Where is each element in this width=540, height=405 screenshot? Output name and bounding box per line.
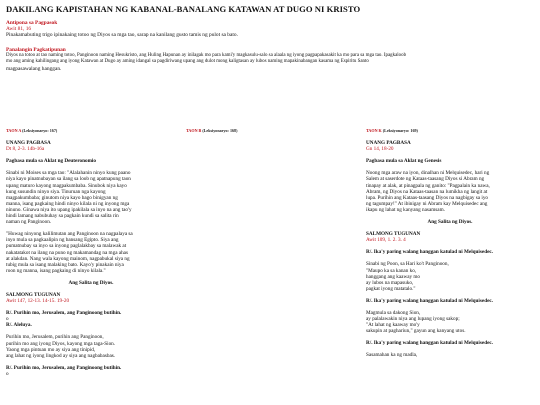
column-taon-b — [186, 128, 356, 134]
psalm-stanza-line: "At lahat ng kaaway mo'y — [366, 322, 420, 329]
psalm-response: R/. Ika'y paring walang hanggan katulad ni Melquisedec. — [366, 297, 493, 304]
salmong-tugunan-heading: SALMONG TUGUNAN — [6, 291, 61, 298]
antipona-text: Pinakamabuting trigo ipinakaing totoo ng Diyos sa mga tao, sarap na kanilang gusto tamis ng pulot sa bato. — [6, 32, 238, 39]
unang-pagbasa-heading: UNANG PAGBASA — [366, 140, 411, 147]
reading-line: nakatatakot na ilang na puno ng makamandag na mga ahas — [6, 249, 129, 256]
panalangin-line: mo ang aming kahilingang ang iyong Katawan at Dugo ay aming idangal sa pagdiriwang upang ang dulot mong kaligtasan ay lubos naming mapakinabangan kasama ng Espiritu Santo — [6, 59, 369, 65]
psalm-response: R/. Purihin mo, Jerusalem, ang Panginoong butihin. — [6, 310, 122, 317]
taon-k-name: TAON K — [366, 128, 382, 133]
reading-line: tinapay at alak, at pinagpala ng ganito: "Pagpalain ka nawa, — [366, 182, 490, 189]
reading-line: ninuno. Ginawa niya ito upang ipakilala sa inyo na ang tao'y — [6, 206, 132, 213]
reading-line: Salem at saserdote ng Kataas-taasang Diyos si Abram ng — [366, 176, 485, 183]
reading-closing: Ang Salita ng Diyos. — [68, 279, 114, 286]
panalangin-line: Diyos na totoo at tao naming totoo, Panginoon naming Hesukristo, ang Huling Hapunan ay inilagak mo para kami'y magkasulu-salo sa alaala ng iyong pagpapakasakit ka mo para sa mga tao. Ipagkaloob — [6, 53, 407, 59]
reading-line: naman ng Panginoon. — [6, 219, 52, 226]
reading-line: lupa. Purihin ang Kataas-taasang Diyos na nagbigay sa iyo — [366, 194, 489, 201]
reading-line: niya kayo pinatnubayan sa ilang sa loob ng apatnapung taon — [6, 176, 131, 183]
reading-line: Abram, ng Diyos na Kataas-taasan na lumikha ng langit at — [366, 188, 488, 195]
salmong-tugunan-ref: Awit 109, 1. 2. 3. 4 — [366, 237, 406, 244]
unang-pagbasa-ref: Dt 8, 2-3. 14b-16a — [6, 146, 45, 153]
psalm-stanza-line: Sinabi ng Poon, sa Hari ko't Panginoon, — [366, 261, 449, 268]
taon-a-name: TAON A — [6, 128, 22, 133]
reading-line: hindi lamang nabubuhay sa pagkain kundi sa salita rin — [6, 213, 119, 220]
unang-pagbasa-heading: UNANG PAGBASA — [6, 140, 51, 147]
psalm-response: R/. Purihin mo, Jerusalem, ang Panginoong butihin. — [6, 364, 122, 371]
psalm-stanza-line: ang lahat ng iyong lingkod ay siya ang nagbabasbas. — [6, 352, 116, 359]
reading-line: ng tagumpay!" At ibinigay ni Abram kay Melquisedec ang — [366, 200, 488, 207]
reading-line: manna, isang pagkaing hindi ninyo kilala ni ng inyong mga — [6, 200, 130, 207]
reading-closing: Ang Salita ng Diyos. — [427, 219, 473, 226]
psalm-or: o — [6, 316, 9, 323]
column-taon-k — [366, 128, 534, 359]
reading-line: inyo mula sa pagkaalipin ng bansang Egipto. Siya ang — [6, 237, 119, 244]
psalm-stanza-line: sakupin at paghariun," gayun ang kanyang utos. — [366, 328, 466, 335]
taon-k-leksiyonaryo: (Leksiyonaryo: 169) — [382, 128, 418, 133]
psalm-stanza-line: "Maupo ka sa kanan ko, — [366, 267, 417, 274]
panalangin-heading: Panalangin Pagkatipunan — [6, 47, 66, 53]
psalm-response: R/. Ika'y paring walang hanggan katulad ni Melquisedec. — [366, 249, 493, 256]
unang-pagbasa-ref: Gn 14, 18-20 — [366, 146, 394, 153]
psalm-alt-response: R/. Aleluya. — [6, 322, 32, 329]
psalm-stanza-line: hanggang ang kaaway mo — [366, 273, 421, 280]
psalm-stanza-line: Magmula sa dakong Sion, — [366, 309, 421, 316]
psalm-or: o — [6, 370, 9, 377]
reading-line: "Huwag ninyong kalilimutan ang Panginoon na nagpalaya sa — [6, 231, 133, 238]
reading-line: pumatnubay sa inyo sa inyong paglalakbay sa malawak at — [6, 243, 127, 250]
antipona-section — [6, 20, 238, 39]
taon-b-leksiyonaryo: (Leksiyonaryo: 168) — [202, 128, 238, 133]
reading-line: upang maturo kayong magpakumbaba. Sinubok niya kayo — [6, 182, 127, 189]
column-taon-a — [6, 128, 176, 377]
reading-line: magpakumbaba; ginutom niya kayo bago binigyan ng — [6, 194, 118, 201]
psalm-stanza-line: Yaong mga pintuan mo ay siya ang tinipid, — [6, 346, 96, 353]
reading-title: Pagbasa mula sa Aklat ng Deuteronomio — [6, 158, 96, 165]
antipona-ref: Awit 81, 16 — [6, 26, 32, 33]
psalm-stanza-line: Purihin mo, Jerusalem, purihin ang Panginoon, — [6, 334, 104, 341]
psalm-stanza-line: pagkat iyong matatalo." — [366, 285, 416, 292]
psalm-stanza-line: Sasamahan ka ng madla, — [366, 352, 418, 359]
taon-b-name: TAON B — [186, 128, 202, 133]
reading-line: tubig mula sa isang malaking bato. Kayo'y pinakain niya — [6, 261, 124, 268]
psalm-response: R/. Ika'y paring walang hanggan katulad ni Melquisedec. — [366, 340, 493, 347]
salmong-tugunan-heading: SALMONG TUGUNAN — [366, 231, 421, 238]
reading-line: kung susundin ninyo siya. Tinuruan nga kayong — [6, 188, 106, 195]
taon-a-leksiyonaryo: (Leksiyonaryo: 167) — [22, 128, 58, 133]
reading-line: Sinabi ni Moises sa mga tao: "Alalahanin ninyo kung paano — [6, 170, 131, 177]
psalm-stanza-line: ay palalawakin niya ang lupang iyong sakop; — [366, 316, 460, 323]
psalm-stanza-line: purihin mo ang iyong Diyos, kayong mga taga-Sion. — [6, 340, 116, 347]
salmong-tugunan-ref: Awit 147, 12-13. 14-15. 19-20 — [6, 298, 70, 305]
reading-line: ikapu ng lahat ng kanyang nasamsam. — [366, 206, 445, 213]
taon-b-label — [186, 128, 356, 134]
reading-line: at alakdan. Nang wala kayong mainom, nagpabukal siya ng — [6, 255, 130, 262]
psalm-stanza-line: ay lubos na mapasuko, — [366, 279, 414, 286]
antipona-heading: Antipona sa Pagpasok — [6, 20, 58, 26]
reading-title: Pagbasa mula sa Aklat ng Genesis — [366, 158, 442, 165]
reading-line: roon ng manna, isang pagkaing di ninyo kilala." — [6, 267, 106, 274]
reading-line: Noong mga araw na iyon, dinalhan ni Melquisedec, hari ng — [366, 170, 490, 177]
panalangin-line: magpasawalang hanggan. — [6, 65, 62, 72]
panalangin-section — [6, 47, 534, 72]
page-title: DAKILANG KAPISTAHAN NG KABANAL-BANALANG KATAWAN AT DUGO NI KRISTO — [6, 4, 361, 14]
